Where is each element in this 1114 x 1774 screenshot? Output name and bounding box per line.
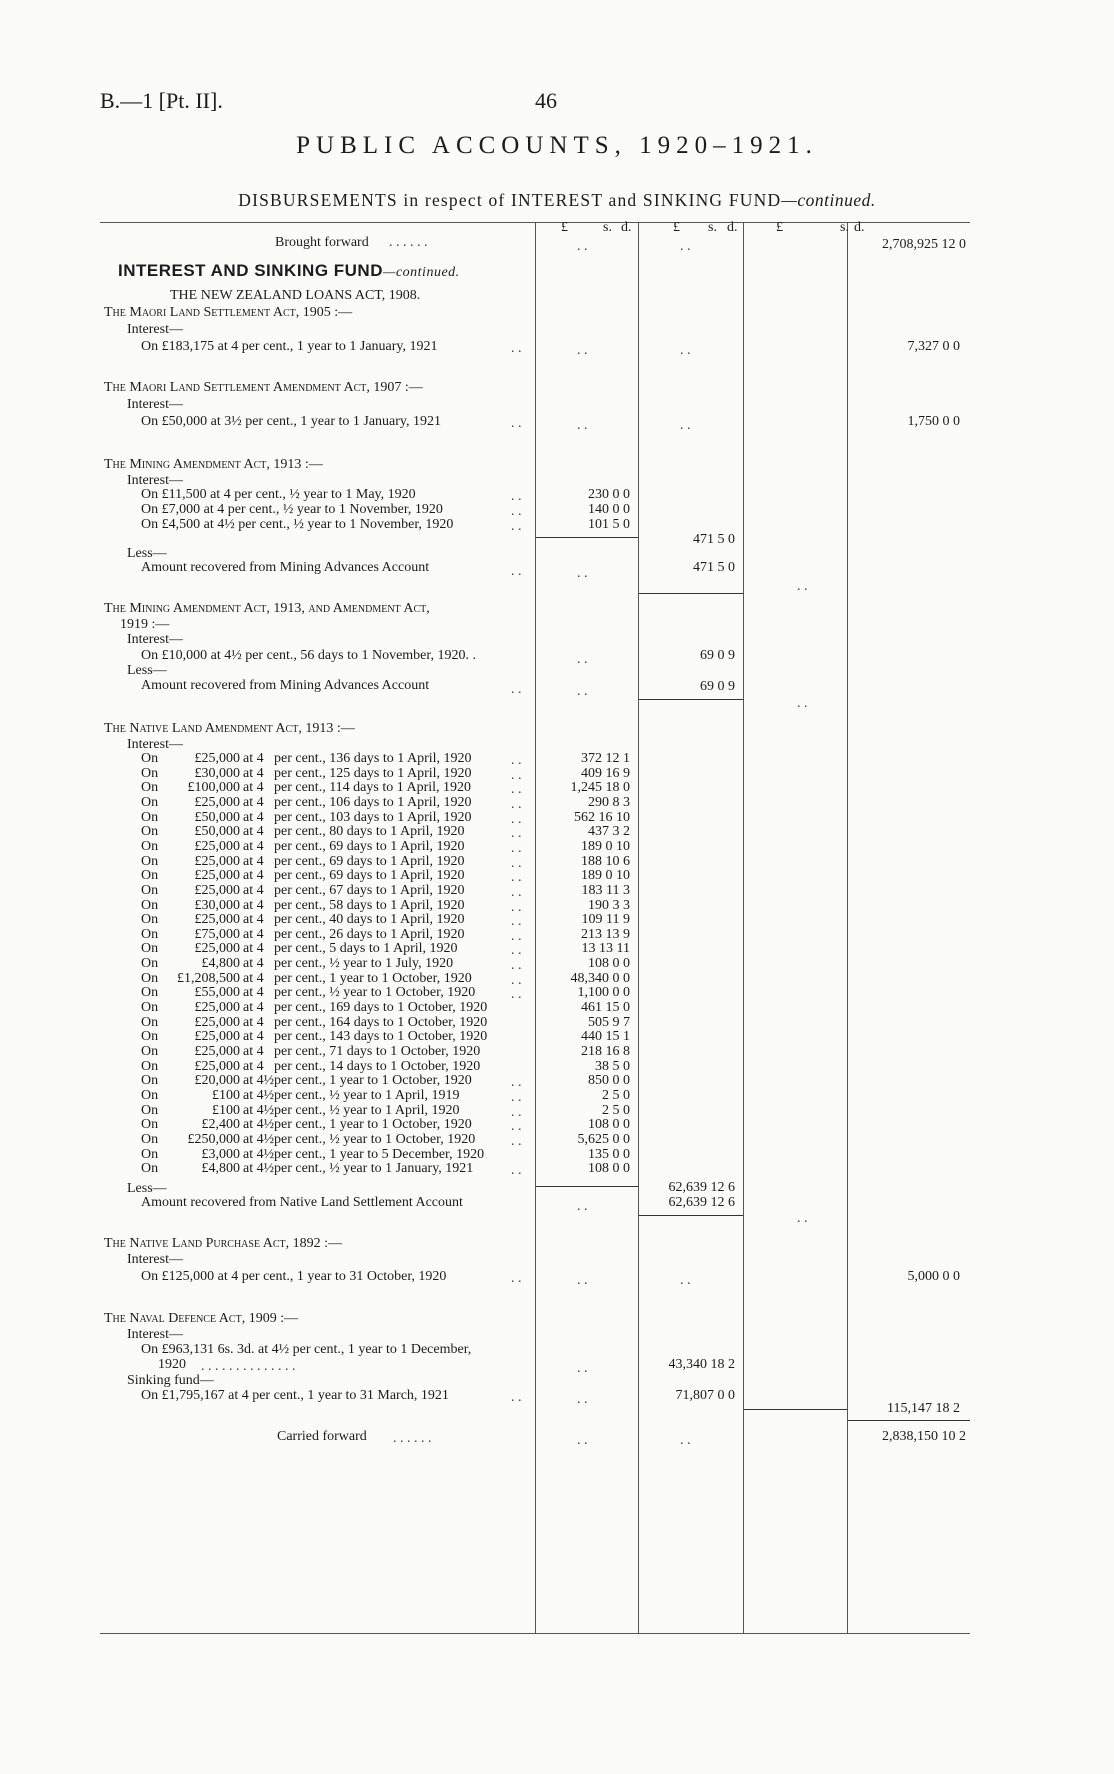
native-row-principal: £250,000 [187,1132,240,1147]
naval-1909-line1: On £963,131 6s. 3d. at 4½ per cent., 1 year to 1 December, [141,1342,472,1357]
mining-1913-amount: 101 5 0 [588,517,630,532]
native-row-rate: at 4½ [243,1161,275,1176]
native-row-text: per cent., 14 days to 1 October, 1920 [274,1059,481,1074]
mining-1913-dots: . . [511,489,522,504]
native-row-principal: £30,000 [194,898,240,913]
native-row-rate: at 4 [243,766,264,781]
native-row-rate: at 4½ [243,1117,275,1132]
native-row-amount: 38 5 0 [595,1059,630,1074]
native-row-text: per cent., 136 days to 1 April, 1920 [274,751,472,766]
subtotal-rule [536,1186,638,1187]
rule [639,1215,743,1216]
naval-1909-dots3: . . [511,1390,522,1405]
native-row-rate: at 4 [243,1015,264,1030]
native-row-text: per cent., 26 days to 1 April, 1920 [274,927,465,942]
mining-1913-title: The Mining Amendment Act, 1913 :— [104,457,323,472]
column-rule [638,223,639,1633]
native-row-principal: £25,000 [194,1015,240,1030]
native-row-on: On [141,883,159,898]
native-1892-col2: . . [680,1273,691,1288]
native-row-principal: £100,000 [187,780,240,795]
brought-forward-col2: . . [680,239,691,254]
col3-pence: d. [854,220,865,235]
native-row-amount: 461 15 0 [581,1000,630,1015]
native-row-rate: at 4 [243,795,264,810]
native-row-on: On [141,766,159,781]
native-row-amount: 372 12 1 [581,751,630,766]
maori-1905-dots: . . [511,341,522,356]
native-row-on: On [141,1117,159,1132]
native-row-dots: . . [511,1119,522,1134]
native-row-amount: 290 8 3 [588,795,630,810]
native-row-on: On [141,824,159,839]
native-row-dots: . . [511,943,522,958]
mining-1913-line: On £11,500 at 4 per cent., ½ year to 1 May, 1920 [141,487,416,502]
native-row-text: per cent., 80 days to 1 April, 1920 [274,824,465,839]
subtotal-rule [536,537,638,538]
native-row-principal: £20,000 [194,1073,240,1088]
native-row-on: On [141,1132,159,1147]
maori-1905-total: 7,327 0 0 [907,339,960,354]
page-subtitle [0,190,1114,211]
native-row-amount: 5,625 0 0 [577,1132,630,1147]
maori-1907-col2: . . [680,418,691,433]
native-row-amount: 440 15 1 [581,1029,630,1044]
native-row-on: On [141,810,159,825]
native-row-rate: at 4 [243,810,264,825]
native-row-on: On [141,780,159,795]
maori-1905-line: On £183,175 at 4 per cent., 1 year to 1 January, 1921 [141,339,438,354]
native-row-amount: 1,245 18 0 [570,780,630,795]
native-row-text: per cent., 69 days to 1 April, 1920 [274,868,465,883]
naval-1909-sinking: Sinking fund— [127,1373,214,1388]
native-row-text: per cent., 69 days to 1 April, 1920 [274,854,465,869]
native-row-dots: . . [511,973,522,988]
native-row-text: per cent., 67 days to 1 April, 1920 [274,883,465,898]
column-rule [535,223,536,1633]
native-row-text: per cent., ½ year to 1 January, 1921 [274,1161,474,1176]
col1-pound: £ [561,220,568,235]
native-row-dots: . . [511,768,522,783]
col2-pence: d. [727,220,738,235]
native-row-principal: £25,000 [194,912,240,927]
native-row-principal: £25,000 [194,839,240,854]
accounts-table [100,222,970,1634]
native-row-rate: at 4 [243,898,264,913]
native-row-text: per cent., 58 days to 1 April, 1920 [274,898,465,913]
maori-1905-col1: . . [577,343,588,358]
native-row-dots: . . [511,797,522,812]
native-row-principal: £4,800 [201,956,240,971]
native-row-dots: . . [511,914,522,929]
native-row-amount: 190 3 3 [588,898,630,913]
brought-forward-total: 2,708,925 12 0 [882,237,966,252]
native-row-on: On [141,985,159,1000]
native-row-principal: £50,000 [194,824,240,839]
mining-1919-interest: Interest— [127,632,183,647]
native-row-on: On [141,971,159,986]
native-row-principal: £4,800 [201,1161,240,1176]
native-row-dots: . . [511,1090,522,1105]
mining-1913-line: On £7,000 at 4 per cent., ½ year to 1 November, 1920 [141,502,443,517]
carried-forward-dots: . . . . . . [393,1431,432,1446]
subtitle-text: DISBURSEMENTS in respect of INTEREST and SINKING FUND [238,190,782,210]
native-row-rate: at 4 [243,956,264,971]
native-row-dots: . . [511,841,522,856]
mining-1913-less: Less— [127,546,167,561]
mining-1919-less: Less— [127,663,167,678]
native-row-dots: . . [511,812,522,827]
native-row-amount: 850 0 0 [588,1073,630,1088]
native-row-amount: 2 5 0 [602,1103,630,1118]
native-row-text: per cent., 5 days to 1 April, 1920 [274,941,458,956]
native-row-principal: £1,208,500 [177,971,240,986]
native-row-rate: at 4 [243,912,264,927]
native-row-text: per cent., 1 year to 1 October, 1920 [274,1117,472,1132]
native-row-on: On [141,1000,159,1015]
native-row-amount: 213 13 9 [581,927,630,942]
native-row-amount: 108 0 0 [588,1161,630,1176]
native-row-on: On [141,927,159,942]
naval-1909-amount2: 71,807 0 0 [675,1388,735,1403]
native-row-principal: £25,000 [194,941,240,956]
section-heading-text: INTEREST AND SINKING FUND [118,261,383,280]
native-row-amount: 189 0 10 [581,839,630,854]
mining-1913-line: On £4,500 at 4½ per cent., ½ year to 1 November, 1920 [141,517,454,532]
mining-1919-recovered: Amount recovered from Mining Advances Account [141,678,430,693]
mining-1919-rec-col2: 69 0 9 [700,679,735,694]
native-row-rate: at 4 [243,971,264,986]
naval-1909-col1b: . . [577,1392,588,1407]
native-row-amount: 188 10 6 [581,854,630,869]
native-row-rate: at 4 [243,854,264,869]
native-row-dots: . . [511,870,522,885]
native-row-on: On [141,1103,159,1118]
native-row-text: per cent., 103 days to 1 April, 1920 [274,810,472,825]
native-row-principal: £3,000 [201,1147,240,1162]
native-row-on: On [141,1073,159,1088]
maori-1907-total: 1,750 0 0 [907,414,960,429]
col2-pound: £ [673,220,680,235]
native-row-rate: at 4½ [243,1103,275,1118]
native-row-text: per cent., 125 days to 1 April, 1920 [274,766,472,781]
maori-1905-interest: Interest— [127,322,183,337]
native-1913-title: The Native Land Amendment Act, 1913 :— [104,721,355,736]
native-row-amount: 562 16 10 [574,810,630,825]
native-row-rate: at 4 [243,839,264,854]
native-row-on: On [141,795,159,810]
mining-1913-recovered: Amount recovered from Mining Advances Account [141,560,430,575]
native-row-amount: 2 5 0 [602,1088,630,1103]
native-row-principal: £30,000 [194,766,240,781]
native-row-rate: at 4½ [243,1147,275,1162]
native-row-principal: £25,000 [194,1044,240,1059]
native-row-rate: at 4 [243,985,264,1000]
native-row-text: per cent., 164 days to 1 October, 1920 [274,1015,488,1030]
native-row-rate: at 4 [243,883,264,898]
native-row-rate: at 4 [243,1044,264,1059]
naval-1909-line3: On £1,795,167 at 4 per cent., 1 year to 31 March, 1921 [141,1388,449,1403]
native-row-on: On [141,956,159,971]
section-heading [118,261,460,283]
native-1892-line: On £125,000 at 4 per cent., 1 year to 31 October, 1920 [141,1269,447,1284]
mining-1919-rec-dots: . . [511,682,522,697]
maori-1907-interest: Interest— [127,397,183,412]
col3-shilling: s. [840,220,849,235]
native-row-dots: . . [511,987,522,1002]
native-row-amount: 409 16 9 [581,766,630,781]
native-row-dots: . . [511,1163,522,1178]
mining-1919-net: . . [797,696,808,711]
mining-1913-amount: 230 0 0 [588,487,630,502]
native-row-principal: £25,000 [194,1029,240,1044]
native-row-principal: £25,000 [194,751,240,766]
native-row-on: On [141,1147,159,1162]
mining-1919-title2: 1919 :— [120,617,170,632]
native-row-rate: at 4 [243,780,264,795]
native-row-on: On [141,1029,159,1044]
rule [848,1420,970,1421]
native-row-rate: at 4 [243,824,264,839]
native-row-dots: . . [511,900,522,915]
native-row-on: On [141,868,159,883]
native-1913-less: Less— [127,1181,167,1196]
native-row-dots: . . [511,1075,522,1090]
mining-1913-rec-dots: . . [511,564,522,579]
native-1892-interest: Interest— [127,1252,183,1267]
native-row-rate: at 4½ [243,1088,275,1103]
native-row-on: On [141,912,159,927]
native-row-principal: £100 [212,1103,240,1118]
mining-1913-amount: 140 0 0 [588,502,630,517]
native-row-rate: at 4½ [243,1132,275,1147]
native-row-text: per cent., ½ year to 1 July, 1920 [274,956,454,971]
native-row-text: per cent., 1 year to 5 December, 1920 [274,1147,485,1162]
native-row-text: per cent., 169 days to 1 October, 1920 [274,1000,488,1015]
native-1913-subtotal: 62,639 12 6 [668,1180,735,1195]
col2-shilling: s. [708,220,717,235]
mining-1919-col1: . . [577,652,588,667]
mining-1919-rec-col1: . . [577,684,588,699]
native-row-amount: 48,340 0 0 [570,971,630,986]
section-heading-continued: —continued. [383,265,460,280]
native-row-on: On [141,751,159,766]
native-row-amount: 108 0 0 [588,956,630,971]
native-1892-title: The Native Land Purchase Act, 1892 :— [104,1236,343,1251]
naval-1909-col1: . . [577,1361,588,1376]
native-row-on: On [141,839,159,854]
native-row-rate: at 4 [243,1000,264,1015]
naval-1909-line2-dots: . . . . . . . . . . . . . . [201,1359,296,1374]
rule [639,593,743,594]
naval-1909-amount1: 43,340 18 2 [668,1357,735,1372]
native-row-rate: at 4 [243,1029,264,1044]
carried-forward-col2: . . [680,1433,691,1448]
native-row-text: per cent., 143 days to 1 October, 1920 [274,1029,488,1044]
native-row-amount: 109 11 9 [581,912,630,927]
mining-1913-dots: . . [511,519,522,534]
page-title: PUBLIC ACCOUNTS, 1920–1921. [296,132,818,159]
native-1892-total: 5,000 0 0 [907,1269,960,1284]
native-row-on: On [141,1044,159,1059]
native-row-on: On [141,898,159,913]
native-row-dots: . . [511,1134,522,1149]
page-ref: B.—1 [Pt. II]. [100,88,223,113]
brought-forward-dots: . . . . . . [389,235,428,250]
native-row-dots: . . [511,958,522,973]
native-row-rate: at 4½ [243,1073,275,1088]
page-number: 46 [535,88,557,113]
maori-1905-title: The Maori Land Settlement Act, 1905 :— [104,305,353,320]
maori-1907-dots: . . [511,416,522,431]
native-row-dots: . . [511,1105,522,1120]
native-row-on: On [141,1088,159,1103]
native-row-principal: £2,400 [201,1117,240,1132]
native-row-dots: . . [511,826,522,841]
maori-1907-col1: . . [577,418,588,433]
native-row-rate: at 4 [243,868,264,883]
native-1892-col1: . . [577,1273,588,1288]
native-row-text: per cent., ½ year to 1 April, 1920 [274,1103,460,1118]
native-row-text: per cent., 1 year to 1 October, 1920 [274,1073,472,1088]
native-row-dots: . . [511,782,522,797]
mining-1913-dots: . . [511,504,522,519]
native-row-principal: £25,000 [194,868,240,883]
native-row-on: On [141,1161,159,1176]
naval-1909-interest: Interest— [127,1327,183,1342]
native-row-on: On [141,854,159,869]
native-row-amount: 505 9 7 [588,1015,630,1030]
brought-forward-label: Brought forward [275,235,369,250]
native-1913-rec-col2: 62,639 12 6 [668,1195,735,1210]
carried-forward-total: 2,838,150 10 2 [882,1429,966,1444]
native-row-dots: . . [511,929,522,944]
mining-1913-rec-col1: . . [577,566,588,581]
native-row-principal: £25,000 [194,1059,240,1074]
act-title: THE NEW ZEALAND LOANS ACT, 1908. [170,288,421,303]
rule [639,699,743,700]
column-rule [743,223,744,1633]
native-row-principal: £50,000 [194,810,240,825]
mining-1919-title: The Mining Amendment Act, 1913, and Amendment Act, [104,601,430,616]
native-row-rate: at 4 [243,1059,264,1074]
native-row-amount: 108 0 0 [588,1117,630,1132]
native-1913-interest: Interest— [127,737,183,752]
native-1913-net: . . [797,1211,808,1226]
maori-1907-line: On £50,000 at 3½ per cent., 1 year to 1 January, 1921 [141,414,442,429]
mining-1913-rec-col2: 471 5 0 [693,560,735,575]
native-row-rate: at 4 [243,941,264,956]
native-row-principal: £25,000 [194,795,240,810]
native-row-text: per cent., ½ year to 1 October, 1920 [274,1132,476,1147]
native-row-on: On [141,1015,159,1030]
column-rule [847,223,848,1633]
native-row-text: per cent., 69 days to 1 April, 1920 [274,839,465,854]
native-row-on: On [141,941,159,956]
subtotal-rule [744,1409,847,1410]
native-row-text: per cent., 1 year to 1 October, 1920 [274,971,472,986]
native-row-text: per cent., 106 days to 1 April, 1920 [274,795,472,810]
native-row-principal: £100 [212,1088,240,1103]
native-row-rate: at 4 [243,751,264,766]
native-row-amount: 437 3 2 [588,824,630,839]
native-row-text: per cent., 71 days to 1 October, 1920 [274,1044,481,1059]
native-row-amount: 189 0 10 [581,868,630,883]
native-row-principal: £55,000 [194,985,240,1000]
native-row-amount: 135 0 0 [588,1147,630,1162]
native-row-on: On [141,1059,159,1074]
mining-1913-subtotal: 471 5 0 [693,532,735,547]
native-row-principal: £25,000 [194,1000,240,1015]
subtitle-continued: —continued. [781,190,876,210]
native-1913-rec-col1: . . [577,1199,588,1214]
carried-forward-col1: . . [577,1433,588,1448]
native-row-text: per cent., ½ year to 1 October, 1920 [274,985,476,1000]
col1-pence: d. [621,220,632,235]
mining-1919-line: On £10,000 at 4½ per cent., 56 days to 1 November, 1920. . [141,648,476,663]
native-row-rate: at 4 [243,927,264,942]
native-row-amount: 1,100 0 0 [577,985,630,1000]
maori-1905-col2: . . [680,343,691,358]
native-row-principal: £25,000 [194,854,240,869]
native-row-text: per cent., 114 days to 1 April, 1920 [274,780,472,795]
native-row-text: per cent., ½ year to 1 April, 1919 [274,1088,460,1103]
col3-pound: £ [776,220,783,235]
native-row-dots: . . [511,753,522,768]
carried-forward-label: Carried forward [277,1429,367,1444]
native-1892-dots: . . [511,1271,522,1286]
native-row-dots: . . [511,885,522,900]
native-row-amount: 13 13 11 [581,941,630,956]
col1-shilling: s. [603,220,612,235]
native-row-amount: 218 16 8 [581,1044,630,1059]
native-row-amount: 183 11 3 [581,883,630,898]
mining-1913-interest: Interest— [127,473,183,488]
native-row-text: per cent., 40 days to 1 April, 1920 [274,912,465,927]
brought-forward-col1: . . [577,239,588,254]
naval-1909-total: 115,147 18 2 [887,1401,960,1416]
maori-1907-title: The Maori Land Settlement Amendment Act, 1907 :— [104,380,423,395]
naval-1909-line2: 1920 [158,1357,186,1372]
native-1913-recovered: Amount recovered from Native Land Settlement Account [141,1195,463,1210]
mining-1913-net: . . [797,579,808,594]
native-row-principal: £25,000 [194,883,240,898]
native-row-principal: £75,000 [194,927,240,942]
naval-1909-title: The Naval Defence Act, 1909 :— [104,1311,299,1326]
mining-1919-amount: 69 0 9 [700,648,735,663]
native-row-dots: . . [511,856,522,871]
